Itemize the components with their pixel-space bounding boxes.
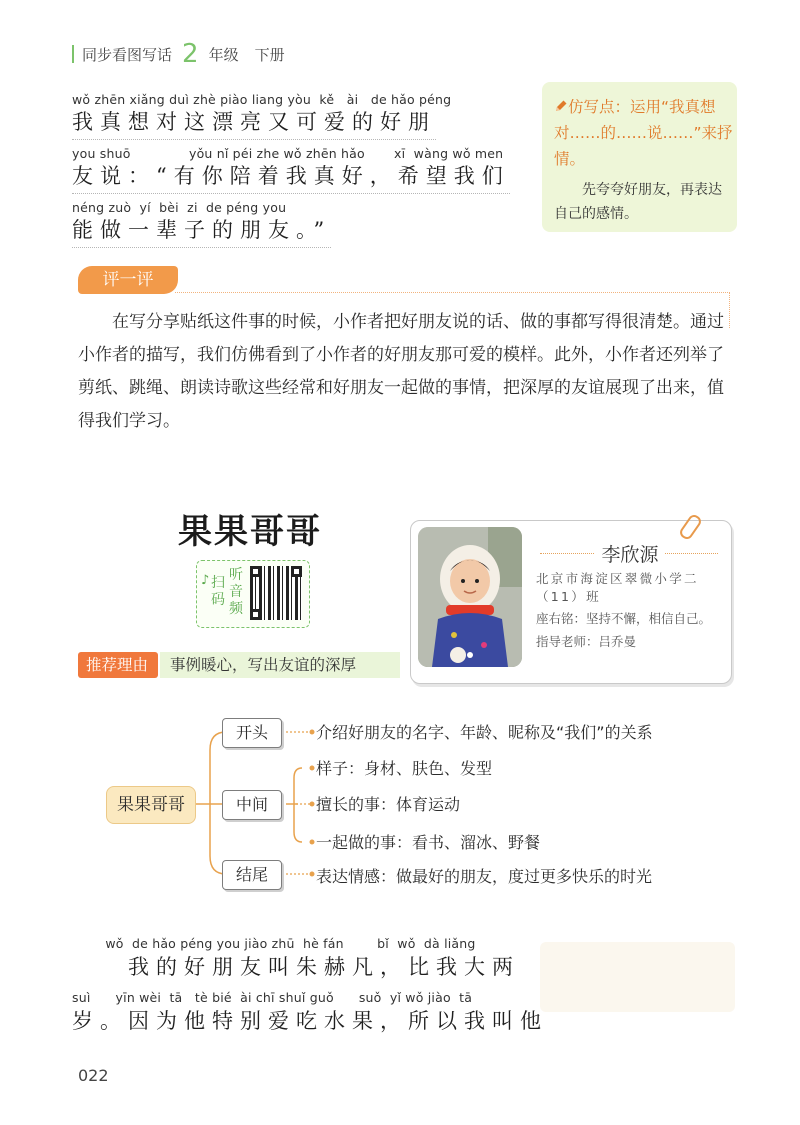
page-number: 022 [78,1066,109,1085]
evaluation-text: 在写分享贴纸这件事的时候，小作者把好朋友说的话、做的事都写得很清楚。通过小作者的描写，我们仿佛看到了小作者的好朋友那可爱的模样。此外，小作者还列举了剪纸、跳绳、朗读诗歌这些经常和好朋友一起做的事情，把深厚的友谊展现了出来，值得我们学习。 [78,312,724,431]
author-school: 北京市海淀区翠微小学二（11）班 [536,571,699,604]
qr-listen-label: 听音频 [229,567,243,617]
passage-line: 我真想对这漂亮又可爱的好朋 [72,106,436,140]
mindmap-root: 果果哥哥 [106,786,196,824]
evaluation-badge: 评一评 [78,266,178,294]
qr-scan-label: 扫码 [211,575,225,608]
header-series: 同步看图写话 [82,45,173,64]
header-grade-suffix: 年级 [208,45,239,64]
mindmap-node-ending: 结尾 [222,860,282,890]
author-photo [418,527,522,667]
mindmap-leaf: 擅长的事：体育运动 [316,795,461,814]
music-note-icon: ♪ [201,573,210,588]
evaluation-divider-tail [729,292,730,328]
author-teacher: 指导老师：吕乔曼 [536,634,637,649]
evaluation-divider [175,292,730,293]
pinyin-line: wǒ de hǎo péng you jiào zhū hè fán bǐ wǒ dà liǎng [72,936,476,951]
mindmap-leaf: 样子：身材、肤色、发型 [316,759,493,778]
header-grade-number: 2 [182,39,199,69]
header-volume: 下册 [254,45,285,64]
passage-line: 我的好朋友叫朱赫凡，比我大两 [72,955,520,979]
essay-title: 果果哥哥 [178,512,322,552]
pinyin-line: you shuō yǒu nǐ péi zhe wǒ zhēn hǎo xī wàng wǒ men [72,146,504,161]
pinyin-line: wǒ zhēn xiǎng duì zhè piào liang yòu kě ài de hǎo péng [72,92,452,107]
qr-code[interactable] [250,566,302,620]
margin-note-area [540,942,735,1012]
mindmap-leaf: 介绍好朋友的名字、年龄、昵称及“我们”的关系 [316,723,653,742]
running-header [72,40,285,68]
passage-line: 岁。因为他特别爱吃水果，所以我叫他 [72,1009,548,1033]
author-name: 李欣源 [540,540,720,567]
pencil-icon [554,95,568,109]
qr-corner [250,609,261,620]
imitation-tip-body: 先夸夸好朋友，再表达自己的感情。 [554,182,722,222]
mindmap-node-opening: 开头 [222,718,282,748]
header-divider [72,45,74,63]
mindmap-node-middle: 中间 [222,790,282,820]
mindmap-leaf: 一起做的事：看书、溜冰、野餐 [316,833,541,852]
mindmap-leaf-connectors [284,720,320,885]
pinyin-line: suì yīn wèi tā tè bié ài chī shuǐ guǒ suǒ yǐ wǒ jiào tā [72,990,473,1005]
qr-corner [250,566,261,577]
reason-badge: 推荐理由 [78,652,158,678]
author-motto: 座右铭：坚持不懈，相信自己。 [536,611,712,626]
imitation-tip-title: 仿写点：运用“我真想对……的……说……”来抒情。 [554,94,734,172]
reason-text: 事例暖心，写出友谊的深厚 [170,656,357,674]
pinyin-line: néng zuò yí bèi zi de péng you [72,200,287,215]
passage-line: 友说：“有你陪着我真好，希望我们 [72,160,510,194]
mindmap-leaf: 表达情感：做最好的朋友，度过更多快乐的时光 [316,867,653,886]
passage-line: 能做一辈子的朋友。” [72,214,331,248]
qr-corner [291,566,302,577]
